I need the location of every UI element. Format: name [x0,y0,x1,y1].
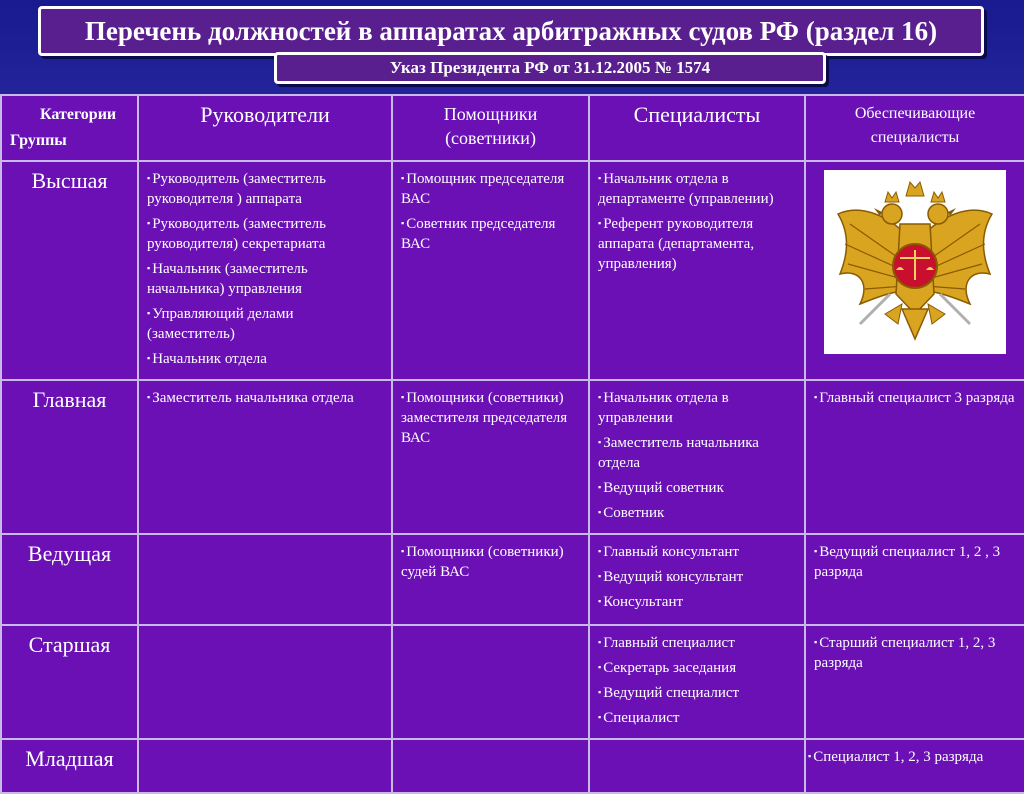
position-list [808,746,1016,767]
table-cell [589,161,805,380]
list-item: ▪ Ведущий консультант [598,566,796,587]
list-item: ▪ Руководитель (заместитель руководителя ) аппарата [147,168,383,209]
double-headed-eagle-icon [830,174,1000,350]
corner-categories-label: Категории [40,106,117,123]
position-list [598,632,796,728]
table-cell [138,739,392,793]
position-list [401,168,580,254]
row-group-label: Ведущая [1,534,138,625]
position-list [401,541,580,582]
row-group-label: Главная [1,380,138,534]
column-header: Помощники (советники) [392,95,589,161]
list-item: ▪ Начальник (заместитель начальника) управления [147,258,383,299]
position-list [598,541,796,612]
list-item: ▪ Секретарь заседания [598,657,796,678]
slide-subtitle: Указ Президента РФ от 31.12.2005 № 1574 [274,52,826,84]
table-row [1,625,1024,739]
row-group-label: Старшая [1,625,138,739]
list-item: ▪ Заместитель начальника отдела [598,432,796,473]
list-item: ▪ Начальник отдела [147,348,383,369]
list-item: ▪ Ведущий специалист 1, 2 , 3 разряда [814,541,1016,582]
list-item: ▪ Начальник отдела в департаменте (управлении) [598,168,796,209]
list-item: ▪ Специалист [598,707,796,728]
list-item: ▪ Консультант [598,591,796,612]
list-item: ▪ Начальник отдела в управлении [598,387,796,428]
position-list [598,387,796,523]
list-item: ▪ Заместитель начальника отдела [147,387,383,408]
list-item: ▪ Главный специалист [598,632,796,653]
list-item: ▪ Ведущий специалист [598,682,796,703]
list-item: ▪ Помощники (советники) заместителя председателя ВАС [401,387,580,448]
table-cell [392,161,589,380]
table-cell [805,739,1024,793]
table-cell [138,161,392,380]
position-list [401,387,580,448]
column-header: Руководители [138,95,392,161]
table-cell [392,380,589,534]
list-item: ▪ Ведущий советник [598,477,796,498]
table-row [1,739,1024,793]
list-item: ▪ Главный консультант [598,541,796,562]
table-cell [138,534,392,625]
table-cell [392,739,589,793]
table-row [1,380,1024,534]
row-group-label: Младшая [1,739,138,793]
position-list [814,632,1016,673]
table-cell [138,625,392,739]
table-header-row [1,95,1024,161]
table-cell [805,625,1024,739]
emblem-cell [805,161,1024,380]
table-cell [589,534,805,625]
row-group-label: Высшая [1,161,138,380]
slide-title: Перечень должностей в аппаратах арбитражных судов РФ (раздел 16) [38,6,984,56]
list-item: ▪ Старший специалист 1, 2, 3 разряда [814,632,1016,673]
list-item: ▪ Советник [598,502,796,523]
column-header: Специалисты [589,95,805,161]
list-item: ▪ Специалист 1, 2, 3 разряда [808,746,1016,767]
table-row [1,534,1024,625]
table-cell [805,380,1024,534]
table-cell [138,380,392,534]
list-item: ▪ Управляющий делами (заместитель) [147,303,383,344]
table-cell [589,625,805,739]
position-list [598,168,796,274]
table-cell [589,380,805,534]
corner-groups-label: Группы [10,132,67,149]
table-cell [392,534,589,625]
positions-table [0,94,1024,794]
list-item: ▪ Советник председателя ВАС [401,213,580,254]
table-row [1,161,1024,380]
table-cell [392,625,589,739]
corner-header-cell [1,95,138,161]
column-header: Обеспечивающие специалисты [805,95,1024,161]
table-cell [805,534,1024,625]
list-item: ▪ Референт руководителя аппарата (департамента, управления) [598,213,796,274]
position-list [814,387,1016,408]
list-item: ▪ Руководитель (заместитель руководителя) секретариата [147,213,383,254]
position-list [814,541,1016,582]
coat-of-arms-image [824,170,1006,354]
position-list [147,387,383,408]
table-cell [589,739,805,793]
list-item: ▪ Главный специалист 3 разряда [814,387,1016,408]
position-list [147,168,383,369]
list-item: ▪ Помощник председателя ВАС [401,168,580,209]
list-item: ▪ Помощники (советники) судей ВАС [401,541,580,582]
